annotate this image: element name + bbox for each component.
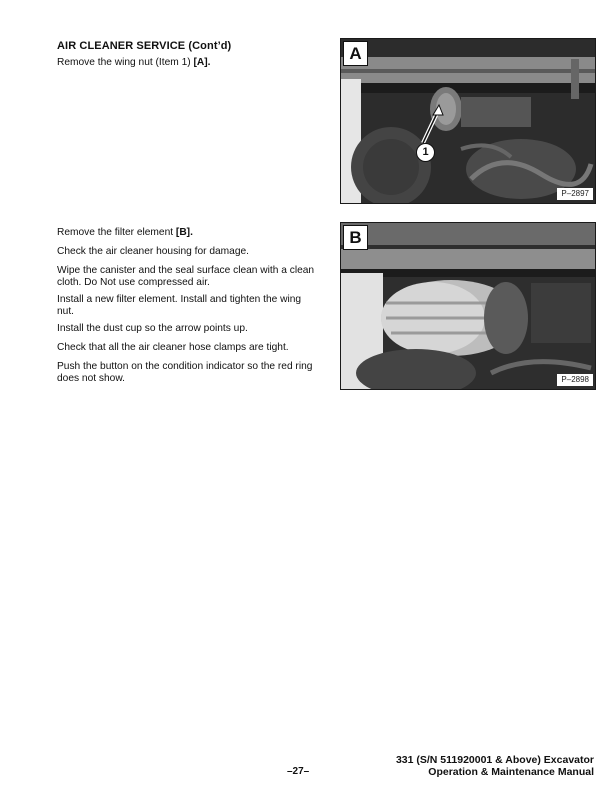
step-remove-wing-nut [57, 57, 315, 69]
step-check-housing: Check the air cleaner housing for damage. [57, 246, 249, 257]
step-install-filter: Install a new filter element. Install and tighten the wing nut. [57, 294, 302, 317]
step-push-indicator: Push the button on the condition indicator so the red ring does not show. [57, 361, 313, 384]
figure-b-code: P–2898 [557, 374, 593, 386]
figure-a-photo [340, 38, 596, 204]
figure-b-image [341, 223, 596, 390]
page-number: –27– [287, 766, 310, 777]
figure-ref-a: [A]. [193, 57, 211, 68]
manual-title-line2: Operation & Maintenance Manual [428, 766, 594, 778]
figure-b-photo [340, 222, 596, 390]
step-text: Remove the filter element [57, 227, 176, 238]
step-remove-filter [57, 227, 315, 239]
step-check-clamps: Check that all the air cleaner hose clamps are tight. [57, 342, 289, 353]
figure-ref-b: [B]. [175, 227, 193, 238]
step-text: Remove the wing nut (Item 1) [57, 57, 194, 68]
figure-a-image [341, 39, 596, 204]
figure-b-label: B [343, 225, 368, 250]
section-heading: AIR CLEANER SERVICE (Cont’d) [57, 40, 232, 52]
figure-a-label: A [343, 41, 368, 66]
step-wipe-canister: Wipe the canister and the seal surface clean with a clean cloth. Do Not use compressed air. [57, 265, 315, 288]
callout-item-1: 1 [416, 143, 435, 162]
manual-title-line1: 331 (S/N 511920001 & Above) Excavator [395, 754, 594, 766]
figure-a-code: P–2897 [557, 188, 593, 200]
step-install-dust-cup: Install the dust cup so the arrow points up. [57, 323, 248, 334]
manual-title [396, 754, 594, 778]
